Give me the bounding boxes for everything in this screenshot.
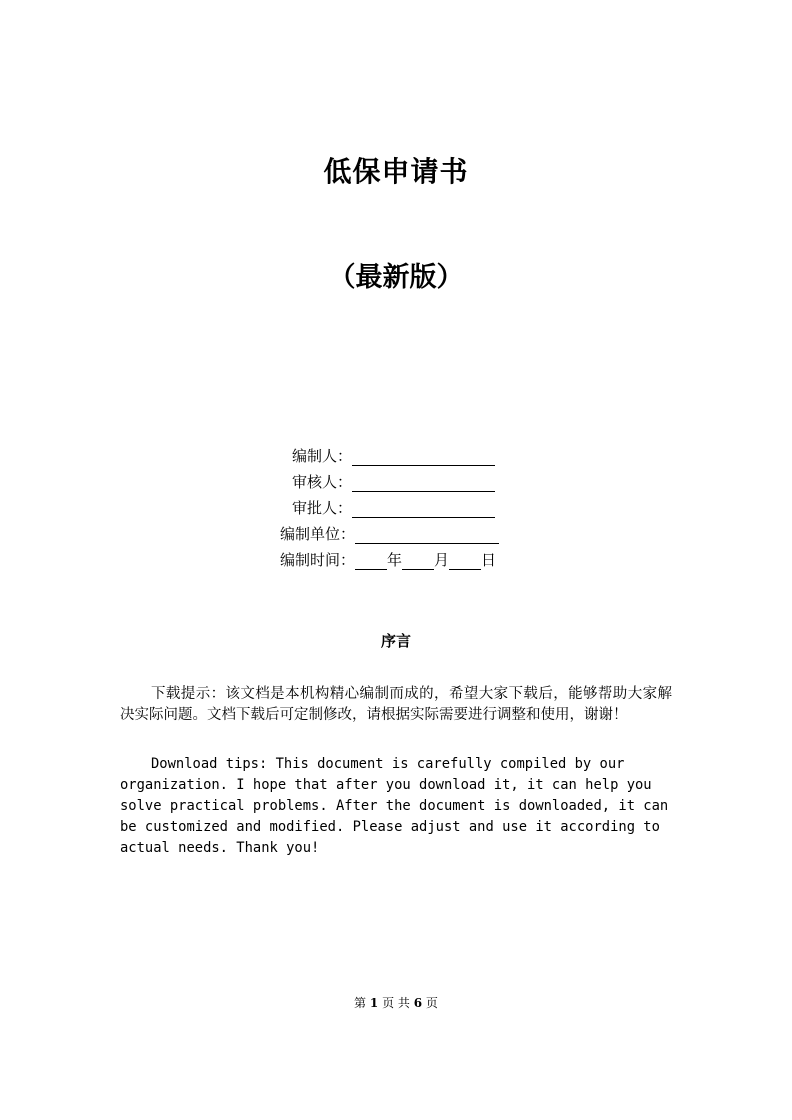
approver-blank-line <box>352 499 495 518</box>
month-blank-line <box>402 551 434 570</box>
compiler-label: 编制人： <box>292 447 353 465</box>
compiler-blank-line <box>352 447 495 466</box>
year-label: 年 <box>387 551 403 569</box>
year-blank-line <box>355 551 387 570</box>
time-label: 编制时间： <box>280 551 356 569</box>
reviewer-row <box>280 466 580 492</box>
english-download-tip: Download tips: This document is carefully compiled by our organization. I hope that after you download it, it can help you solve practical problems. After the document is downloaded, it can be customized and modified. Please adjust and use it according to actual needs. Thank you! <box>120 756 669 856</box>
page-footer <box>0 994 792 1011</box>
approval-form <box>280 440 580 570</box>
month-label: 月 <box>434 551 450 569</box>
day-blank-line <box>449 551 481 570</box>
time-row <box>280 544 580 570</box>
reviewer-blank-line <box>352 473 495 492</box>
reviewer-label: 审核人： <box>292 473 353 491</box>
footer-prefix: 第 <box>354 996 367 1010</box>
total-pages: 6 <box>413 996 423 1010</box>
day-label: 日 <box>481 551 497 569</box>
document-title: 低保申请书 <box>323 155 469 188</box>
page-number: 1 <box>369 996 379 1010</box>
compiler-row <box>280 440 580 466</box>
unit-row <box>280 518 580 544</box>
unit-blank-line <box>355 525 499 544</box>
approver-label: 审批人： <box>292 499 353 517</box>
unit-label: 编制单位： <box>280 525 356 543</box>
chinese-download-tip: 下载提示：该文档是本机构精心编制而成的，希望大家下载后，能够帮助大家解决实际问题。文档下载后可定制修改，请根据实际需要进行调整和使用，谢谢！ <box>120 686 672 723</box>
document-subtitle: （最新版） <box>328 262 464 293</box>
preface-title: 序言 <box>380 632 411 650</box>
footer-middle: 页 共 <box>382 996 410 1010</box>
footer-suffix: 页 <box>425 996 438 1010</box>
approver-row <box>280 492 580 518</box>
